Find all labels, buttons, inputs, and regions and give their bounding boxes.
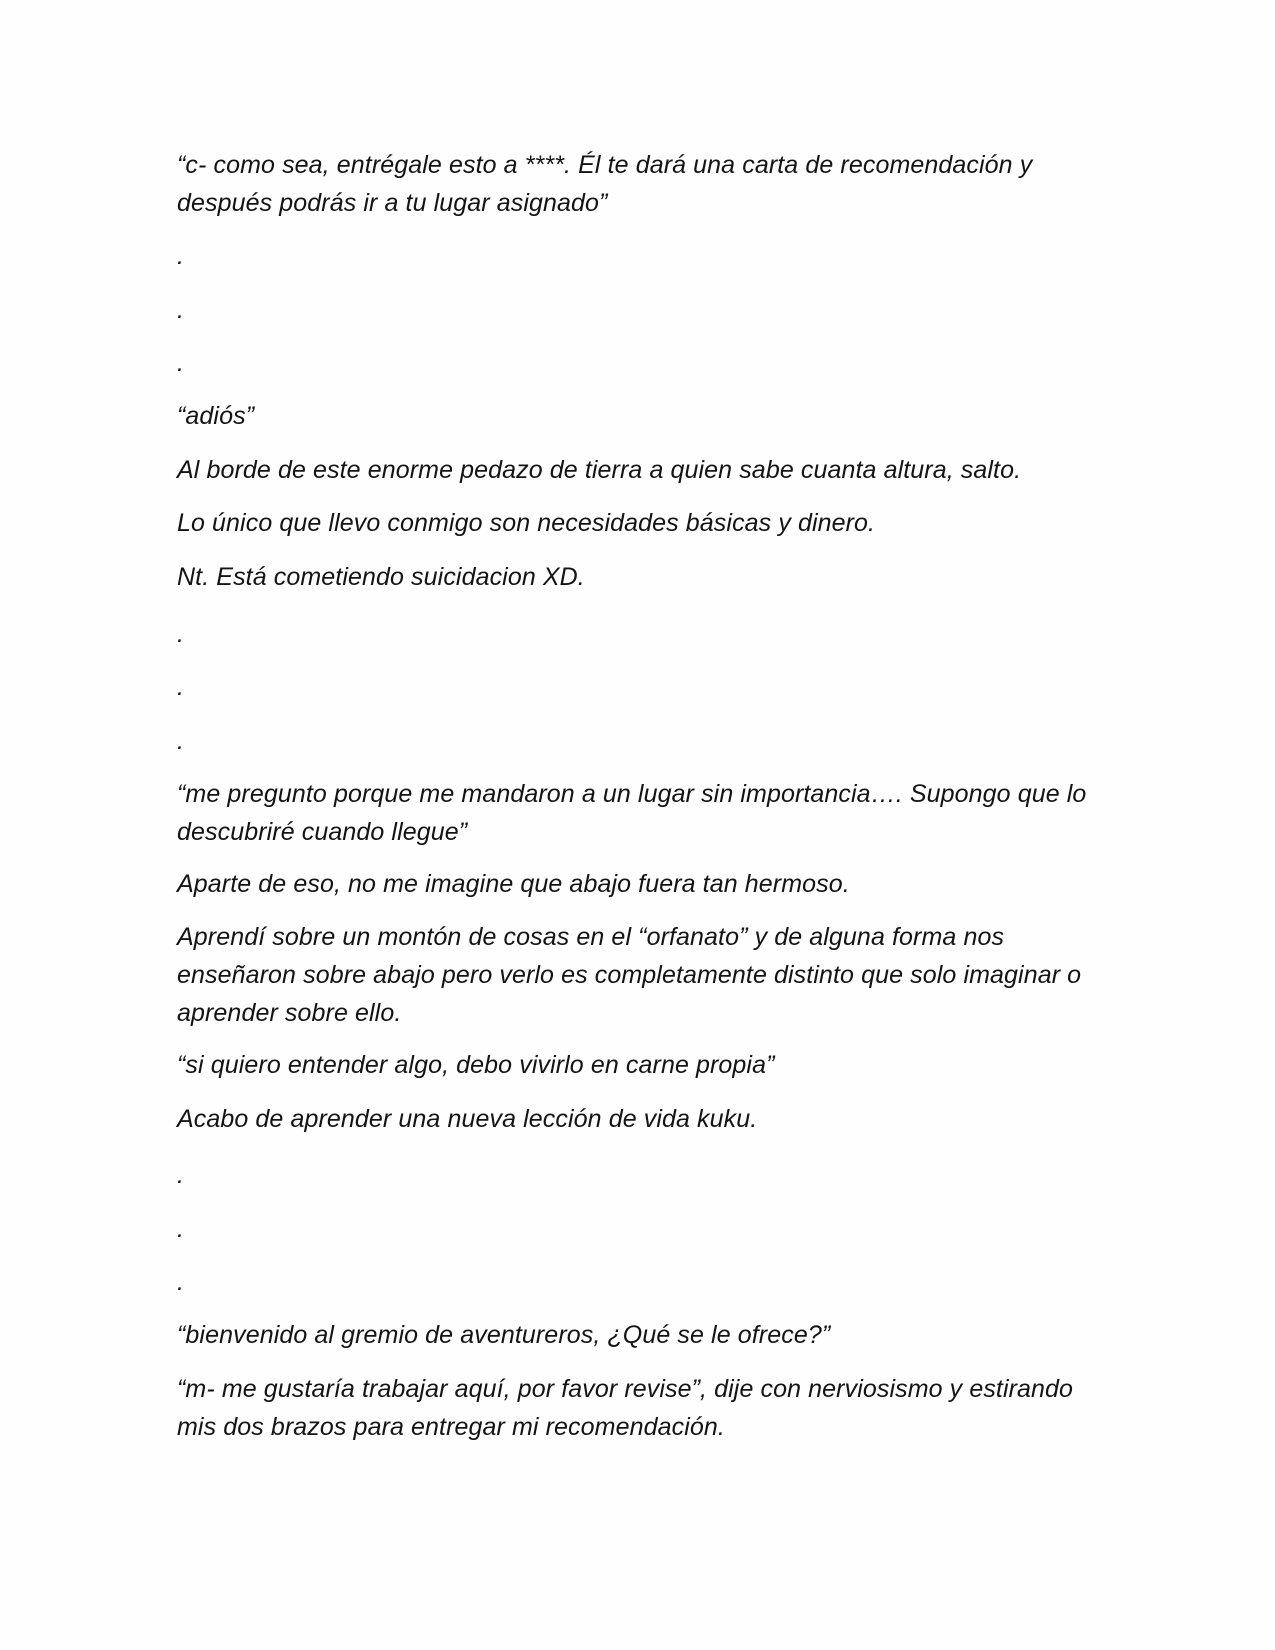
paragraph-orphanage: Aprendí sobre un montón de cosas en el “orfanato” y de alguna forma nos enseñaron sobre abajo pero verlo es completamente distinto que solo imaginar o aprender sobre ello. — [177, 923, 1082, 1027]
paragraph-dialogue-letter: “c- como sea, entrégale esto a ****. Él te dará una carta de recomendación y después podrás ir a tu lugar asignado” — [177, 151, 1033, 217]
paragraph-jump: Al borde de este enorme pedazo de tierra a quien sabe cuanta altura, salto. — [177, 456, 1022, 484]
scene-break-dot: . — [177, 349, 185, 377]
paragraph-translator-note: Nt. Está cometiendo suicidacion XD. — [177, 563, 585, 591]
scene-break-dot: . — [177, 296, 185, 324]
scene-break-dot: . — [177, 242, 185, 270]
paragraph-dialogue-guild: “bienvenido al gremio de aventureros, ¿Qué se le ofrece?” — [177, 1321, 831, 1349]
scene-break-dot: . — [177, 673, 185, 701]
paragraph-dialogue-understand: “si quiero entender algo, debo vivirlo en carne propia” — [177, 1051, 775, 1079]
scene-break-dot: . — [177, 620, 185, 648]
scene-break-dot: . — [177, 727, 185, 755]
paragraph-lesson: Acabo de aprender una nueva lección de vida kuku. — [177, 1105, 758, 1133]
paragraph-dialogue-wonder: “me pregunto porque me mandaron a un lugar sin importancia…. Supongo que lo descubriré cuando llegue” — [177, 780, 1087, 846]
paragraph-dialogue-request: “m- me gustaría trabajar aquí, por favor revise”, dije con nerviosismo y estirando mis dos brazos para entregar mi recomendación. — [177, 1375, 1074, 1441]
scene-break-dot: . — [177, 1268, 185, 1296]
paragraph-beautiful: Aparte de eso, no me imagine que abajo fuera tan hermoso. — [177, 870, 850, 898]
scene-break-dot: . — [177, 1215, 185, 1243]
paragraph-belongings: Lo único que llevo conmigo son necesidades básicas y dinero. — [177, 509, 876, 537]
paragraph-dialogue-goodbye: “adiós” — [177, 402, 255, 430]
scene-break-dot: . — [177, 1161, 185, 1189]
